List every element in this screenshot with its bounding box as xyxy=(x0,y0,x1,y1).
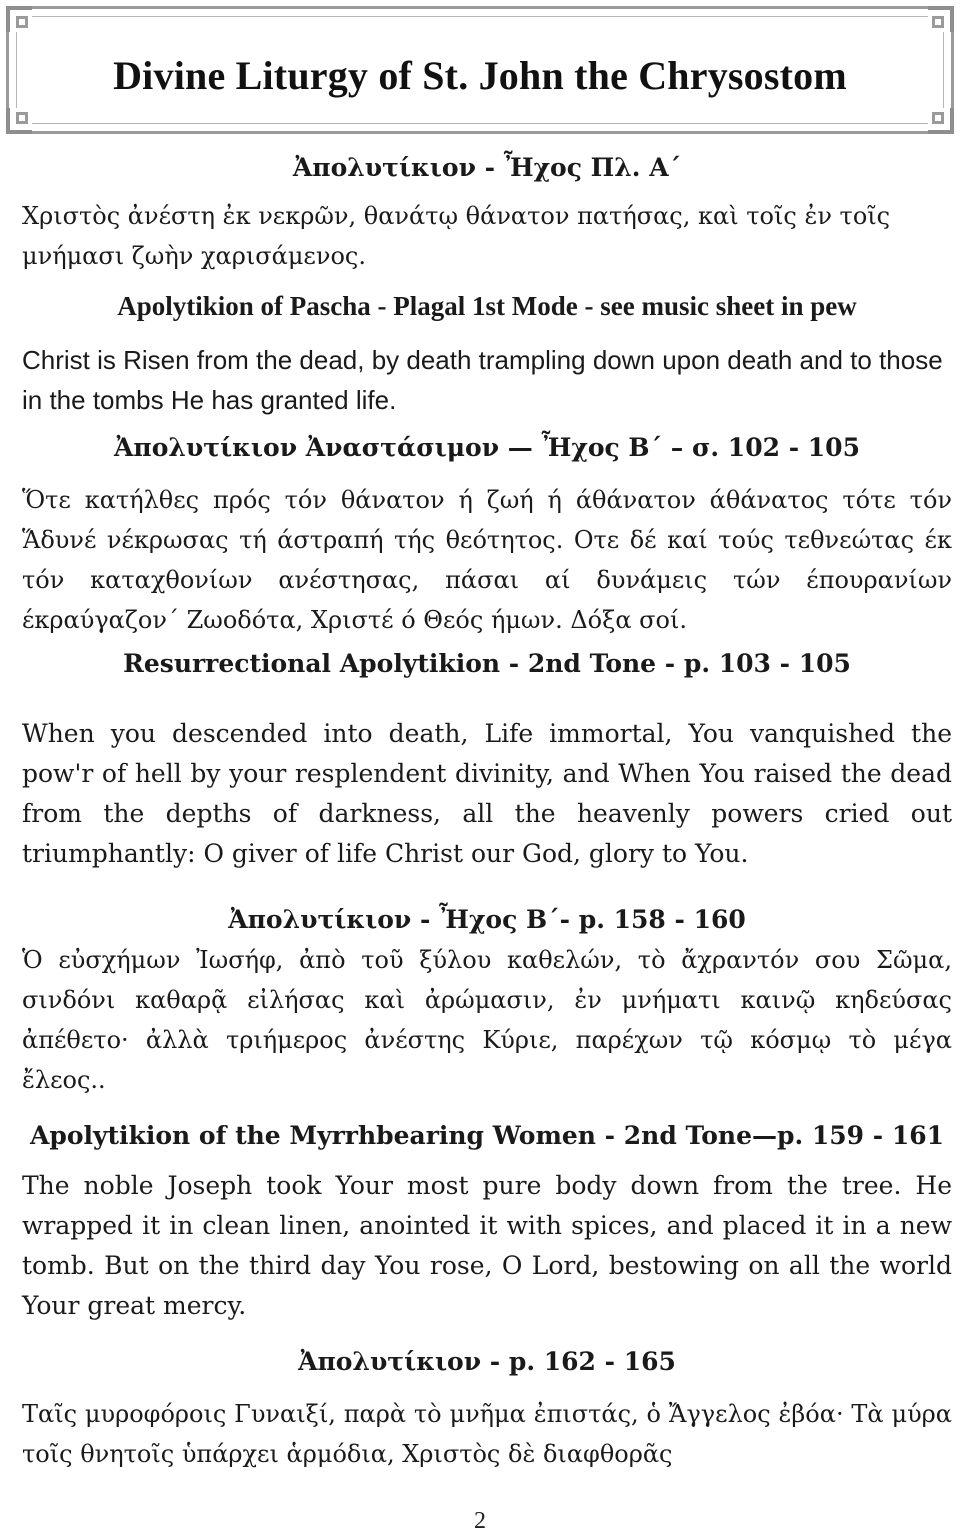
corner-notch xyxy=(16,16,28,28)
section-heading: Ἀπολυτίκιον - p. 162 - 165 xyxy=(298,1347,676,1376)
section-text: When you descended into death, Life immortal, You vanquished the pow'r of hell by your resplendent divinity, and When You raised the dead from the depths of darkness, all the heavenly powers cried out triumphantly: O giver of life Christ our God, glory to You. xyxy=(22,719,952,868)
section-heading: Apolytikion of the Myrrhbearing Women - 2nd Tone—p. 159 - 161 xyxy=(29,1121,945,1150)
corner-notch xyxy=(932,16,944,28)
section-text: Χριστὸς ἀνέστη ἐκ νεκρῶν, θανάτῳ θάνατον πατήσας, καὶ τοῖς ἐν τοῖς μνήμασι ζωὴν χαρισάμενος. xyxy=(22,202,891,270)
document-body xyxy=(22,142,952,1474)
section-apolytikion-myrrhbearers-english xyxy=(22,1116,952,1326)
section-heading: Ἀπολυτίκιον - Ἦχος Β΄- p. 158 - 160 xyxy=(228,905,746,934)
section-resurrectional-apolytikion-english xyxy=(22,644,952,874)
page-title: Divine Liturgy of St. John the Chrysostom xyxy=(113,53,847,98)
section-text: Ὁ εὐσχήμων Ἰωσήφ, ἀπὸ τοῦ ξύλου καθελών, τὸ ἄχραντόν σου Σῶμα, σινδόνι καθαρᾷ εἰλήσας καὶ ἀρώμασιν, ἐν μνήματι καινῷ κηδεύσας ἀπέθετο· ἀλλὰ τριήμερος ἀνέστης Κύριε, παρέχων τῷ κόσμῳ τὸ μέγα ἔλεος.. xyxy=(22,946,952,1094)
section-text: Ταῖς μυροφόροις Γυναιξί, παρὰ τὸ μνῆμα ἐπιστάς, ὁ Ἄγγελος ἐβόα· Τὰ μύρα τοῖς θνητοῖς ὑπάρχει ἁρμόδια, Χριστὸς δὲ διαφθορᾶς xyxy=(22,1400,952,1468)
section-apolytikion-anastasimon-greek xyxy=(22,428,952,640)
page-number: 2 xyxy=(474,1508,486,1534)
section-apolytikion-pascha-english xyxy=(22,286,952,420)
section-heading: Ἀπολυτίκιον Ἀναστάσιμον — Ἦχος Β΄ – σ. 102 - 105 xyxy=(114,433,860,462)
corner-notch xyxy=(16,112,28,124)
section-heading: Resurrectional Apolytikion - 2nd Tone - p. 103 - 105 xyxy=(123,649,851,678)
section-apolytikion-greek-pascha xyxy=(22,148,952,276)
section-apolytikion-joseph-greek xyxy=(22,900,952,1100)
section-text: Ὅτε κατήλθες πρός τόν θάνατον ή ζωή ή άθάνατον άθάνατος τότε τόν Ἅδυνέ νέκρωσας τή άστραπή τής θεότητος. Οτε δέ καί τούς τεθνεώτας έκ τόν καταχθονίων ανέστησας, πάσαι αί δυνάμεις τών έπουρανίων έκραύγαζον΄ Ζωοδότα, Χριστέ ό Θεός ήμων. Δόξα σοί. xyxy=(22,486,952,634)
section-heading: Ἀπολυτίκιον - Ἦχος Πλ. Α΄ xyxy=(292,153,682,182)
section-apolytikion-myrrhbearers-greek xyxy=(22,1342,952,1474)
corner-notch xyxy=(932,112,944,124)
section-heading: Apolytikion of Pascha - Plagal 1st Mode - see music sheet in pew xyxy=(117,291,857,321)
section-text: The noble Joseph took Your most pure body down from the tree. He wrapped it in clean linen, anointed it with spices, and placed it in a new tomb. But on the third day You rose, O Lord, bestowing on all the world Your great mercy. xyxy=(22,1171,952,1320)
section-text: Christ is Risen from the dead, by death trampling down upon death and to those in the tombs He has granted life. xyxy=(22,345,943,415)
header-banner xyxy=(0,0,960,140)
